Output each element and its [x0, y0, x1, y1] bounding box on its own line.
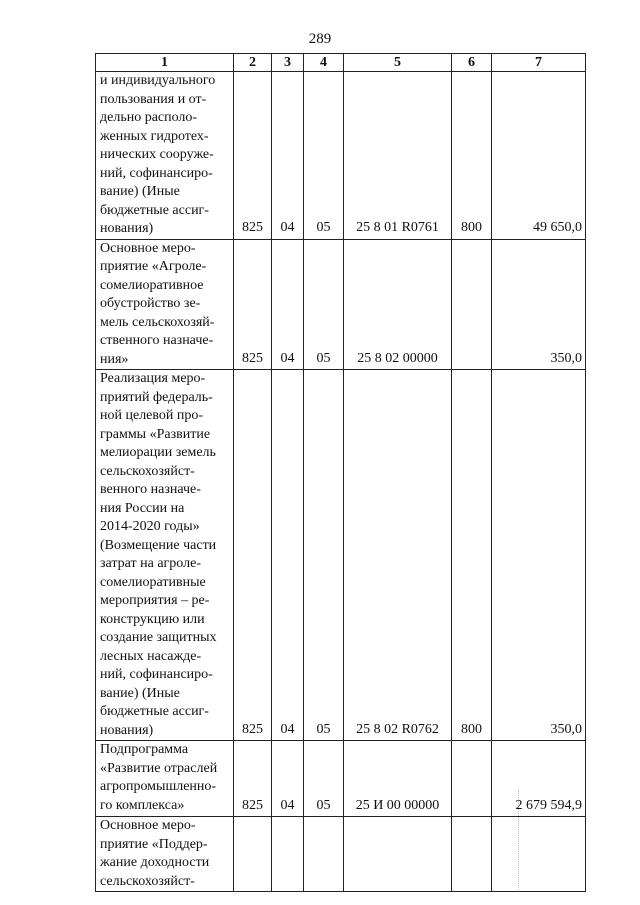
description-line: женных гидротех-: [100, 128, 209, 144]
description-line: нических сооруже-: [100, 147, 214, 162]
description-line: дельно располо-: [100, 110, 198, 125]
expense-type-code: 800: [452, 370, 492, 741]
row-description: [96, 817, 234, 892]
description-line: мель сельскохозяй-: [100, 314, 215, 330]
subsection-code: [304, 817, 344, 892]
ministry-code: 825: [234, 239, 272, 370]
table-row: [96, 741, 586, 817]
description-line: ний, софинансиро-: [100, 165, 213, 181]
description-line: (Возмещение части: [100, 537, 217, 553]
description-line: Подпрограмма: [100, 742, 189, 757]
table-row: [96, 817, 586, 892]
description-line: и индивидуального: [100, 73, 216, 88]
description-line: приятие «Агроле-: [100, 259, 207, 274]
section-code: 04: [272, 741, 304, 817]
description-line: сельскохозяйст-: [100, 873, 195, 889]
description-line: Реализация меро-: [100, 371, 206, 386]
row-description: [96, 72, 234, 240]
description-line: «Развитие отраслей: [100, 760, 218, 776]
section-code: 04: [272, 370, 304, 741]
subsection-code: 05: [304, 741, 344, 817]
description-line: вание) (Иные: [100, 184, 180, 199]
description-line: обустройство зе-: [100, 296, 201, 311]
page-number: 289: [308, 31, 332, 47]
description-line: ния России на: [100, 500, 185, 516]
description-line: бюджетные ассиг-: [100, 202, 209, 218]
description-line: Основное меро-: [100, 240, 196, 256]
target-article-code: 25 8 02 R0762: [344, 370, 452, 741]
expense-type-code: [452, 239, 492, 370]
description-line: затрат на агроле-: [100, 556, 201, 571]
description-line: конструкцию или: [100, 611, 205, 627]
description-line: вание) (Иные: [100, 685, 180, 701]
description-line: граммы «Развитие: [100, 426, 211, 442]
table-row: [96, 239, 586, 370]
description-line: ния»: [100, 351, 129, 367]
amount: [492, 817, 586, 892]
description-line: приятий федераль-: [100, 389, 213, 405]
description-line: нования): [100, 221, 154, 236]
description-line: ственного назначе-: [100, 333, 214, 348]
header-col-2: 2: [234, 54, 272, 72]
expense-type-code: 800: [452, 72, 492, 240]
description-line: сельскохозяйст-: [100, 463, 195, 479]
expense-type-code: [452, 741, 492, 817]
budget-table: [95, 53, 586, 892]
amount: 49 650,0: [492, 72, 586, 240]
expense-type-code: [452, 817, 492, 892]
header-col-1: 1: [96, 54, 234, 72]
amount: 350,0: [492, 370, 586, 741]
target-article-code: 25 И 00 00000: [344, 741, 452, 817]
row-description: [96, 370, 234, 741]
header-col-7: 7: [492, 54, 586, 72]
target-article-code: 25 8 02 00000: [344, 239, 452, 370]
header-col-4: 4: [304, 54, 344, 72]
ministry-code: 825: [234, 741, 272, 817]
description-line: Основное меро-: [100, 818, 196, 833]
target-article-code: [344, 817, 452, 892]
description-line: мелиорации земель: [100, 445, 216, 460]
header-col-5: 5: [344, 54, 452, 72]
description-line: сомелиоративное: [100, 277, 204, 293]
description-line: создание защитных: [100, 630, 217, 645]
header-row: [96, 54, 586, 72]
description-line: 2014-2020 годы»: [100, 519, 200, 534]
amount: 2 679 594,9: [492, 741, 586, 817]
scan-artifact: [518, 790, 520, 890]
description-line: ний, софинансиро-: [100, 667, 213, 682]
description-line: мероприятия – ре-: [100, 593, 210, 608]
description-line: лесных насажде-: [100, 648, 202, 664]
row-description: [96, 741, 234, 817]
subsection-code: 05: [304, 370, 344, 741]
header-col-3: 3: [272, 54, 304, 72]
section-code: [272, 817, 304, 892]
ministry-code: 825: [234, 72, 272, 240]
description-line: венного назначе-: [100, 482, 201, 497]
description-line: ной целевой про-: [100, 408, 204, 423]
section-code: 04: [272, 239, 304, 370]
table-row: [96, 72, 586, 240]
ministry-code: [234, 817, 272, 892]
section-code: 04: [272, 72, 304, 240]
description-line: агропромышленно-: [100, 779, 217, 794]
description-line: нования): [100, 722, 154, 738]
description-line: пользования и от-: [100, 91, 207, 107]
row-description: [96, 239, 234, 370]
description-line: приятие «Поддер-: [100, 836, 208, 852]
table-row: [96, 370, 586, 741]
header-col-6: 6: [452, 54, 492, 72]
ministry-code: 825: [234, 370, 272, 741]
description-line: сомелиоративные: [100, 574, 206, 590]
subsection-code: 05: [304, 72, 344, 240]
subsection-code: 05: [304, 239, 344, 370]
target-article-code: 25 8 01 R0761: [344, 72, 452, 240]
description-line: бюджетные ассиг-: [100, 704, 209, 719]
amount: 350,0: [492, 239, 586, 370]
description-line: го комплекса»: [100, 797, 185, 813]
description-line: жание доходности: [100, 855, 210, 870]
